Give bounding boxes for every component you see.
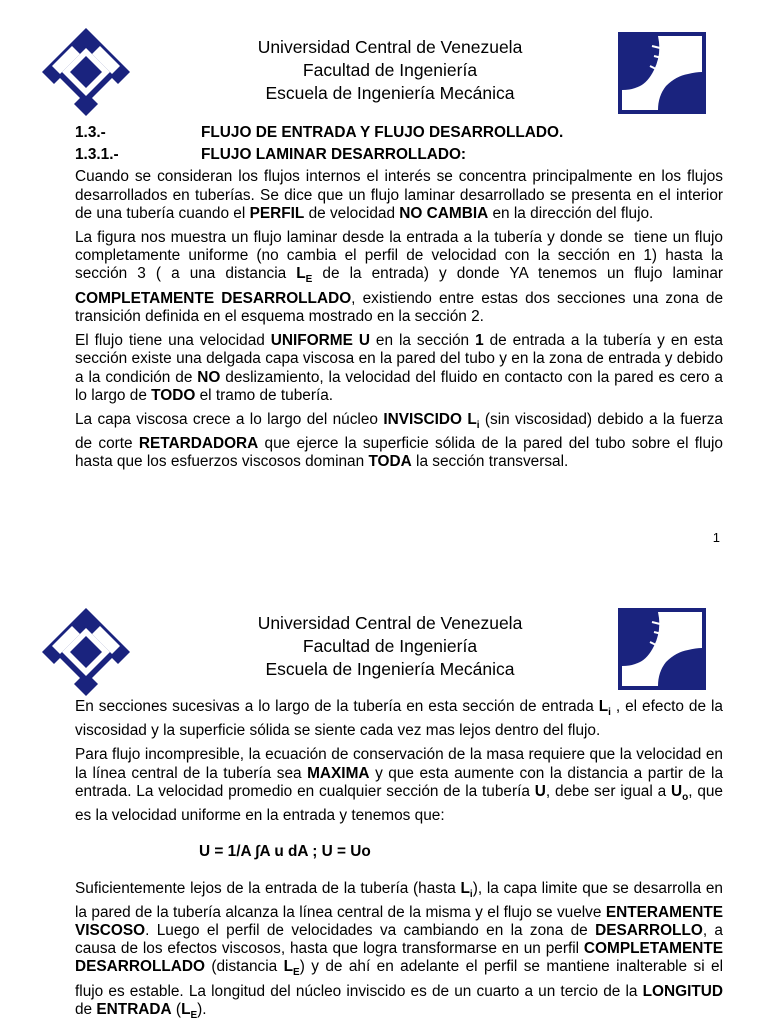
page-2 — [0, 580, 768, 1024]
paragraph: Cuando se consideran los flujos internos el interés se concentra principalmente en los flujos desarrollados en tuberías. Se dice que un flujo laminar desarrollado se presenta en el interior de una tubería cuando el PERFIL de velocidad NO CAMBIA en la dirección del flujo. — [75, 168, 723, 222]
page-1-body — [75, 124, 723, 478]
paragraph: La figura nos muestra un flujo laminar desde la entrada a la tubería y donde se tiene un flujo completamente uniforme (no cambia el perfil de velocidad con la sección en 1) hasta la sección 3 ( a una distancia $L_E$ de la entrada) y donde YA tenemos un flujo laminar COMPLETAMENTE DESARROLLADO, existiendo entre estas dos secciones una zona de transición definida en el esquema mostrado en la sección 2. — [75, 229, 723, 325]
section-heading — [75, 124, 723, 142]
faculty-name: Facultad de Ingeniería — [302, 636, 478, 656]
school-name: Escuela de Ingeniería Mecánica — [265, 659, 515, 679]
school-name: Escuela de Ingeniería Mecánica — [265, 83, 515, 103]
subsection-heading — [75, 146, 723, 164]
paragraph: Suficientemente lejos de la entrada de la tubería (hasta $L_i$), la capa limite que se desarrolla en la pared de la tubería alcanza la línea central de la misma y el flujo se vuelve ENTERAMENTE VISCOSO. Luego el perfil de velocidades va cambiando en la zona de DESARROLLO, a causa de los efectos viscosos, hasta que logra transformarse en un perfil COMPLETAMENTE DESARROLLADO (distancia $L_E$) y de ahí en adelante el perfil se mantiene inalterable si el flujo es estable. La longitud del núcleo inviscido es de un cuarto a un tercio de la LONGITUD de ENTRADA $(L_E)$. — [75, 879, 723, 1022]
university-header — [150, 36, 630, 105]
equation: U = 1/A ∫A u dA ; U = Uo — [199, 843, 371, 861]
section-title: FLUJO DE ENTRADA Y FLUJO DESARROLLADO. — [201, 124, 564, 141]
paragraph: En secciones sucesivas a lo largo de la tubería en esta sección de entrada $L_i$ , el efecto de la viscosidad y la superficie sólida se siente cada vez mas lejos dentro del flujo. — [75, 698, 723, 740]
university-name: Universidad Central de Venezuela — [257, 37, 523, 57]
paragraph: Para flujo incompresible, la ecuación de conservación de la masa requiere que la velocidad en la línea central de la tubería sea MAXIMA y que esta aumente con la distancia a partir de la entrada. La velocidad promedio en cualquier sección de la tubería U, debe ser igual a $U_o$, que es la velocidad uniforme en la entrada y tenemos que: — [75, 746, 724, 825]
page-number: 1 — [712, 530, 720, 545]
university-name: Universidad Central de Venezuela — [257, 613, 523, 633]
section-number: 1.3.- — [75, 124, 106, 141]
subsection-number: 1.3.1.- — [75, 146, 119, 164]
subsection-title: FLUJO LAMINAR DESARROLLADO: — [201, 146, 467, 164]
paragraph: La capa viscosa crece a lo largo del núcleo INVISCIDO $L_i$ (sin viscosidad) debido a la fuerza de corte RETARDADORA que ejerce la superficie sólida de la pared del tubo sobre el flujo hasta que los esfuerzos viscosos dominan TODA la sección transversal. — [75, 410, 723, 471]
page-2-body — [75, 698, 723, 1031]
paragraph: El flujo tiene una velocidad UNIFORME U en la sección 1 de entrada a la tubería y en esta sección existe una delgada capa viscosa en la pared del tubo y en la zona de entrada y debido a la condición de NO deslizamiento, la velocidad del fluido en contacto con la pared es cero a lo largo de TODO el tramo de tubería. — [75, 332, 723, 404]
school-logo-icon — [618, 32, 706, 114]
university-header — [150, 612, 630, 681]
ucv-logo-icon — [40, 606, 132, 698]
faculty-name: Facultad de Ingeniería — [302, 60, 478, 80]
school-logo-icon — [618, 608, 706, 690]
ucv-logo-icon — [40, 26, 132, 118]
